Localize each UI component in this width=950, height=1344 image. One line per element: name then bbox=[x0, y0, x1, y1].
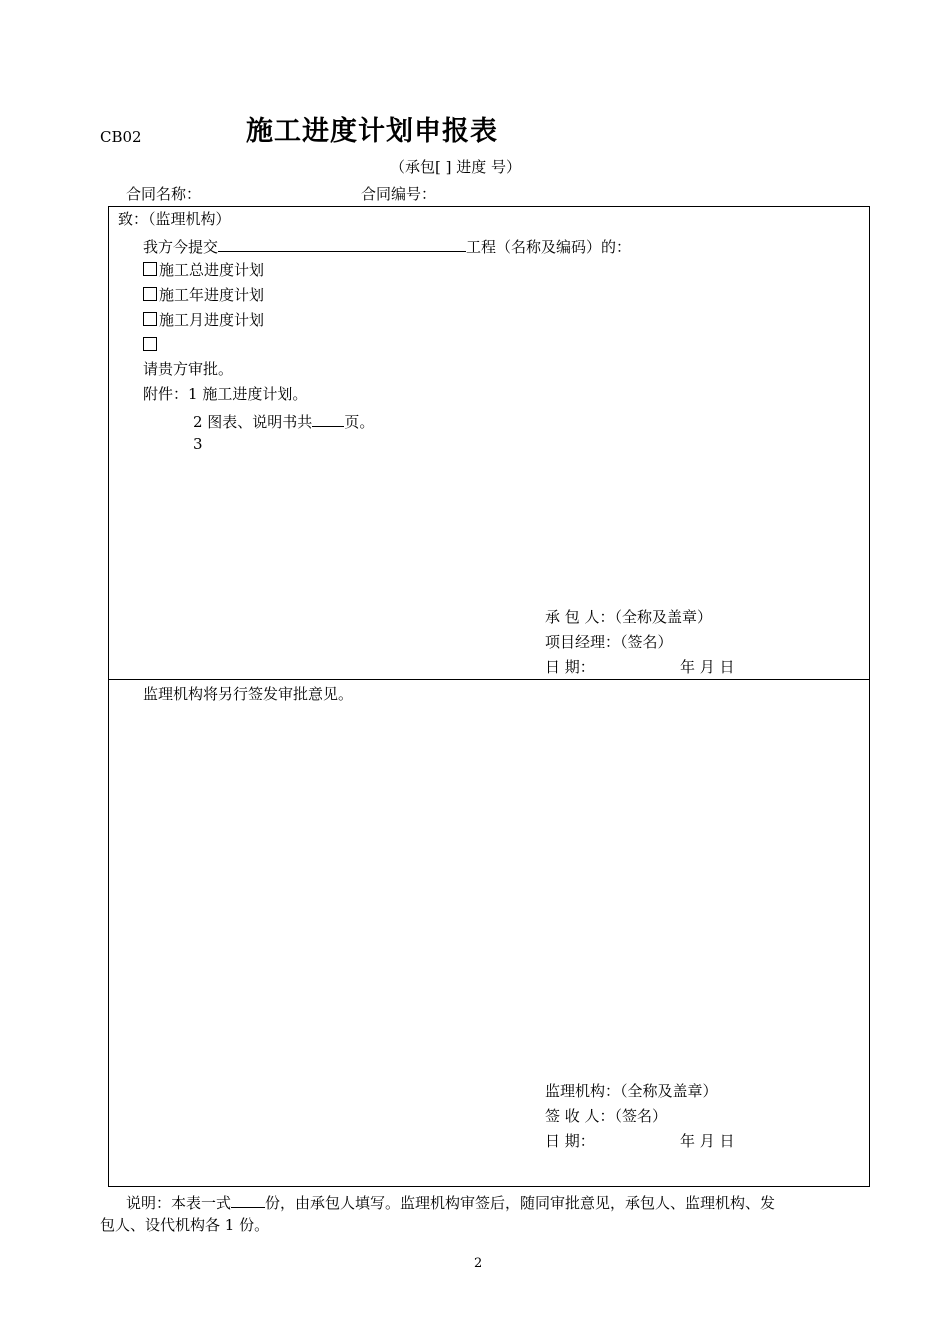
attachment-3: 3 bbox=[193, 435, 203, 453]
footer-note bbox=[126, 1193, 775, 1211]
supervisor-signature: 监理机构：（全称及盖章） bbox=[545, 1082, 718, 1100]
date-label: 日 期： bbox=[545, 1132, 595, 1150]
review-section bbox=[108, 679, 870, 1187]
checkbox[interactable] bbox=[143, 262, 157, 276]
option-master-schedule[interactable] bbox=[143, 262, 264, 278]
submit-suffix: 工程（名称及编码）的： bbox=[466, 238, 632, 256]
attachment-2 bbox=[193, 412, 374, 430]
note-suffix: 份，由承包人填写。监理机构审签后，随同审批意见，承包人、监理机构、发 bbox=[265, 1194, 776, 1212]
footer-note-continued: 包人、设代机构各 1 份。 bbox=[100, 1216, 270, 1234]
contract-name-label: 合同名称： bbox=[126, 185, 202, 203]
date-label: 日 期： bbox=[545, 658, 595, 676]
option-annual-schedule[interactable] bbox=[143, 287, 264, 303]
page-title: 施工进度计划申报表 bbox=[246, 116, 498, 147]
project-name-blank[interactable] bbox=[218, 237, 466, 252]
form-code: CB02 bbox=[100, 128, 142, 146]
approval-request: 请贵方审批。 bbox=[143, 360, 234, 378]
copies-blank[interactable] bbox=[231, 1193, 265, 1208]
attachment-1: 1 施工进度计划。 bbox=[188, 385, 308, 403]
option-monthly-schedule[interactable] bbox=[143, 312, 264, 328]
note-prefix: 说明：本表一式 bbox=[126, 1194, 232, 1212]
project-manager-signature: 项目经理：（签名） bbox=[545, 633, 673, 651]
submit-prefix: 我方今提交 bbox=[143, 238, 219, 256]
checkbox[interactable] bbox=[143, 287, 157, 301]
option-label: 施工月进度计划 bbox=[159, 311, 265, 329]
attachments-label: 附件： bbox=[143, 385, 189, 403]
option-label: 施工总进度计划 bbox=[159, 261, 265, 279]
attachment-2-suffix: 页。 bbox=[344, 413, 375, 431]
contract-number-label: 合同编号： bbox=[361, 185, 437, 203]
attachment-2-prefix: 2 图表、说明书共 bbox=[193, 413, 313, 431]
addressee-line: 致：（监理机构） bbox=[118, 210, 231, 228]
page-count-blank[interactable] bbox=[312, 412, 344, 427]
option-other[interactable] bbox=[143, 337, 159, 353]
review-opinion: 监理机构将另行签发审批意见。 bbox=[143, 685, 354, 703]
checkbox[interactable] bbox=[143, 312, 157, 326]
subtitle: （承包[ ] 进度 号） bbox=[390, 158, 522, 176]
attachments-line-1 bbox=[143, 387, 307, 402]
option-label: 施工年进度计划 bbox=[159, 286, 265, 304]
receiver-signature: 签 收 人：（签名） bbox=[545, 1107, 668, 1125]
contractor-signature: 承 包 人：（全称及盖章） bbox=[545, 608, 713, 626]
checkbox[interactable] bbox=[143, 337, 157, 351]
date-parts: 年 月 日 bbox=[680, 658, 735, 676]
submit-line bbox=[143, 237, 631, 255]
date-parts: 年 月 日 bbox=[680, 1132, 735, 1150]
page-number: 2 bbox=[474, 1256, 483, 1271]
